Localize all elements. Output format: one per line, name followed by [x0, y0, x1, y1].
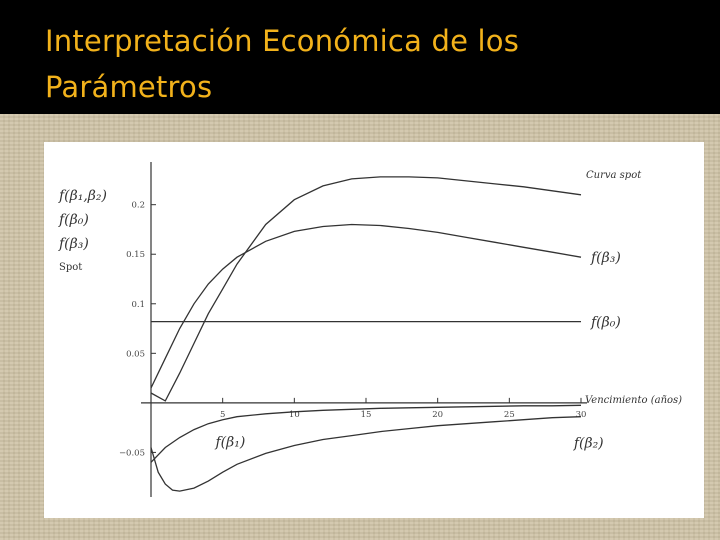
- series-label: f(β₂): [573, 435, 604, 452]
- series-label: f(β₀): [591, 314, 621, 331]
- series-label: f(β₃): [591, 250, 621, 267]
- x-tick-label: 15: [360, 409, 372, 420]
- title-bar: [0, 0, 720, 112]
- y-tick-label: 0.15: [126, 250, 145, 261]
- y-tick-label: 0.1: [131, 299, 145, 310]
- y-label-line: f(β₁,β₂): [59, 188, 107, 204]
- term-structure-chart: [44, 142, 704, 518]
- series-line: [151, 417, 581, 491]
- x-tick-label: 5: [219, 409, 226, 420]
- y-tick-label: −0.05: [118, 448, 145, 459]
- x-tick-label: 25: [503, 409, 515, 420]
- y-tick-label: 0.2: [131, 200, 145, 211]
- x-tick-label: 10: [288, 409, 300, 420]
- chart-panel: [44, 142, 704, 518]
- series-label: Curva spot: [586, 169, 642, 181]
- series-line: [151, 225, 581, 389]
- slide-title-line1: Interpretación Económica de los: [45, 24, 520, 58]
- y-label-line: f(β₀): [59, 212, 89, 228]
- series-line: [151, 177, 581, 401]
- x-tick-label: 20: [432, 409, 444, 420]
- slide-title-line2: Parámetros: [45, 70, 213, 104]
- y-label-line: f(β₃): [59, 236, 89, 252]
- y-tick-label: 0.05: [126, 349, 145, 360]
- slide-title: [45, 18, 685, 110]
- x-tick-label: 30: [575, 409, 587, 420]
- series-label: f(β₁): [215, 434, 246, 451]
- x-axis-title: Vencimiento (años): [585, 394, 683, 406]
- y-label-line: Spot: [59, 262, 83, 273]
- axes: [141, 162, 587, 497]
